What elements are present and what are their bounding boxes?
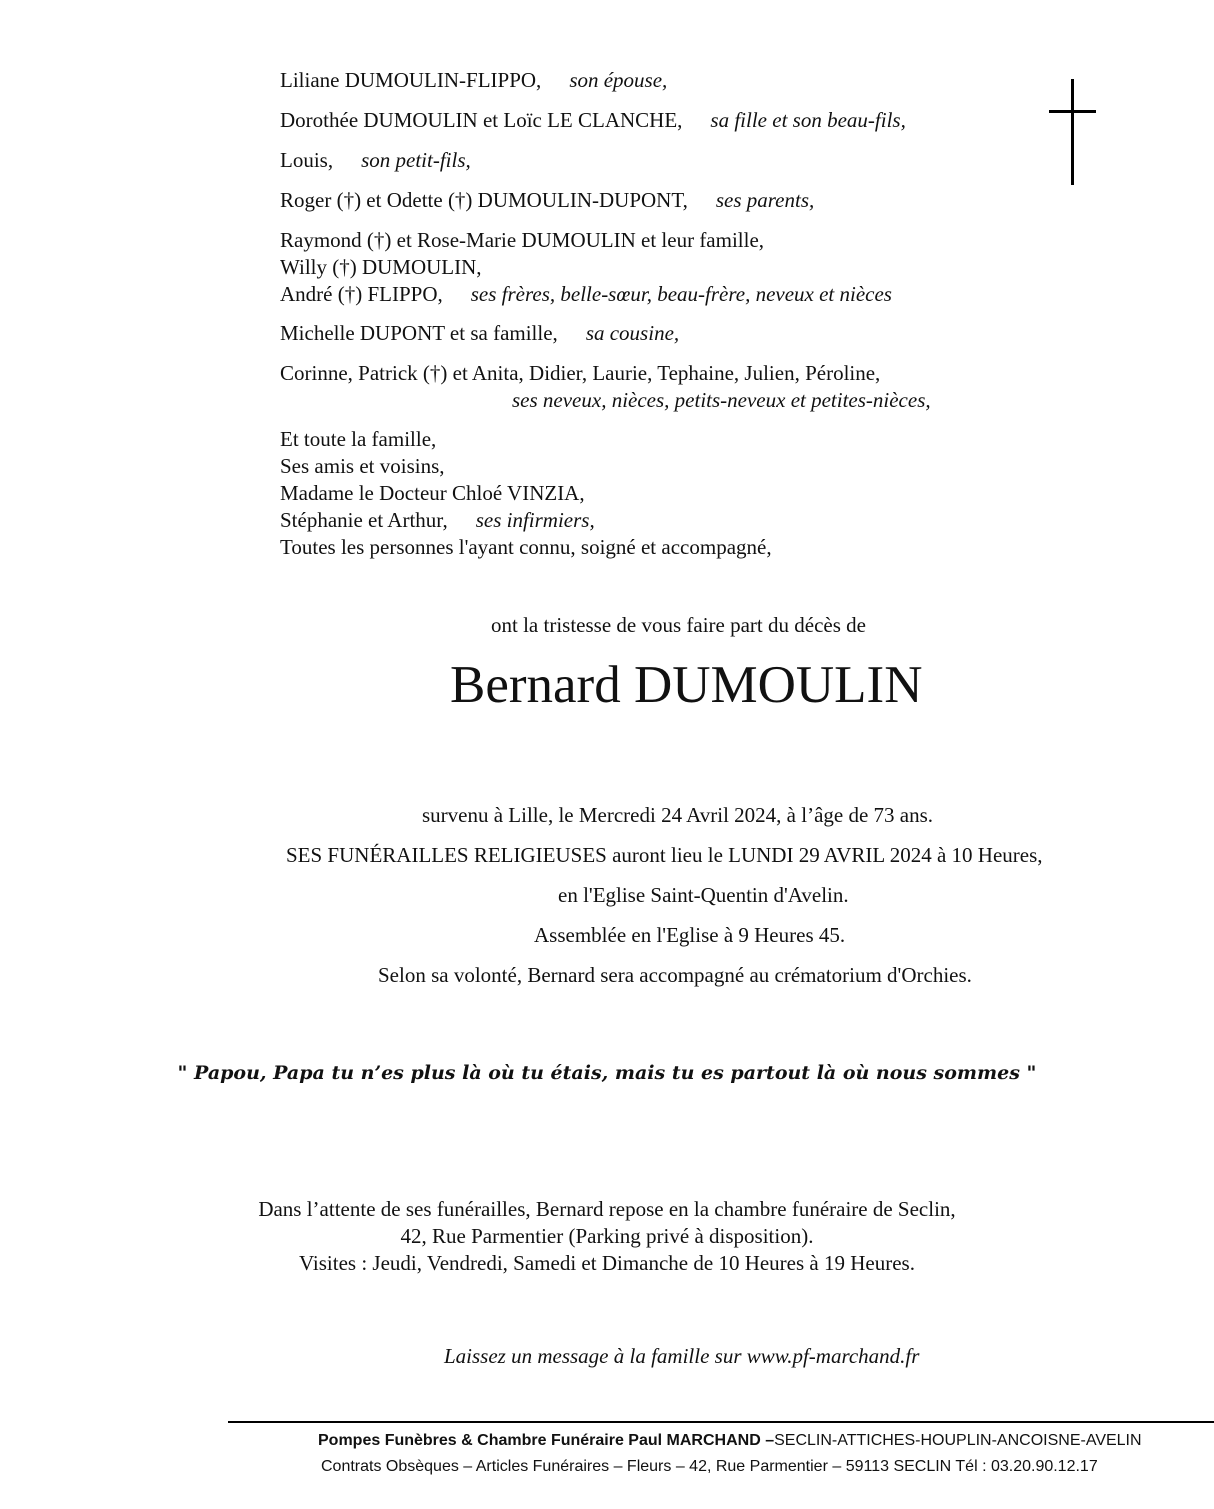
family-daughter	[280, 107, 906, 134]
family-daughter-relation: sa fille et son beau-fils,	[710, 108, 906, 132]
footer-services: Contrats Obsèques – Articles Funéraires – Fleurs – 42, Rue Parmentier – 59113 SECLIN Tél : 03.20.90.12.17	[321, 1458, 1098, 1475]
detail-death: survenu à Lille, le Mercredi 24 Avril 2024, à l’âge de 73 ans.	[422, 803, 934, 827]
family-siblings-line3: André (†) FLIPPO,	[280, 282, 443, 306]
family-daughter-name: Dorothée DUMOULIN et Loïc LE CLANCHE,	[280, 108, 683, 132]
family-nephews	[280, 360, 931, 414]
visit-line1: Dans l’attente de ses funérailles, Bernard repose en la chambre funéraire de Seclin,	[258, 1197, 956, 1221]
family-siblings-relation: ses frères, belle-sœur, beau-frère, neveux et nièces	[470, 282, 892, 306]
family-grandson	[280, 147, 471, 174]
memorial-quote: " Papou, Papa tu n’es plus là où tu étais, mais tu es partout là où nous sommes "	[177, 1062, 1037, 1084]
family-cousin-relation: sa cousine,	[585, 321, 680, 345]
family-parents-relation: ses parents,	[715, 188, 815, 212]
visit-line2: 42, Rue Parmentier (Parking privé à disposition).	[400, 1224, 814, 1248]
guestbook-message: Laissez un message à la famille sur www.pf-marchand.fr	[444, 1344, 920, 1368]
family-others-line3: Madame le Docteur Chloé VINZIA,	[280, 481, 585, 505]
family-parents	[280, 187, 814, 214]
family-others-line1: Et toute la famille,	[280, 427, 437, 451]
detail-church: en l'Eglise Saint-Quentin d'Avelin.	[558, 883, 849, 907]
family-parents-name: Roger (†) et Odette (†) DUMOULIN-DUPONT,	[280, 188, 688, 212]
deceased-name: Bernard DUMOULIN	[450, 656, 923, 714]
family-others-line4-name: Stéphanie et Arthur,	[280, 508, 448, 532]
family-spouse-relation: son épouse,	[569, 68, 668, 92]
family-spouse-name: Liliane DUMOULIN-FLIPPO,	[280, 68, 542, 92]
family-grandson-relation: son petit-fils,	[361, 148, 471, 172]
family-spouse	[280, 67, 667, 94]
family-siblings-line2: Willy (†) DUMOULIN,	[280, 255, 482, 279]
family-cousin-name: Michelle DUPONT et sa famille,	[280, 321, 558, 345]
family-cousin	[280, 320, 679, 347]
footer-locations: SECLIN-ATTICHES-HOUPLIN-ANCOISNE-AVELIN	[774, 1432, 1142, 1449]
detail-cremation: Selon sa volonté, Bernard sera accompagné au crématorium d'Orchies.	[378, 963, 972, 987]
visit-line3: Visites : Jeudi, Vendredi, Samedi et Dimanche de 10 Heures à 19 Heures.	[299, 1251, 915, 1275]
family-siblings	[280, 227, 892, 308]
family-nephews-line1: Corinne, Patrick (†) et Anita, Didier, Laurie, Tephaine, Julien, Péroline,	[280, 361, 881, 385]
family-nephews-relation: ses neveux, nièces, petits-neveux et petites-nièces,	[512, 388, 931, 412]
family-others	[280, 426, 772, 561]
family-others-line5: Toutes les personnes l'ayant connu, soigné et accompagné,	[280, 535, 772, 559]
family-others-line2: Ses amis et voisins,	[280, 454, 445, 478]
family-grandson-name: Louis,	[280, 148, 334, 172]
footer-company-name: Pompes Funèbres & Chambre Funéraire Paul MARCHAND –	[318, 1432, 775, 1449]
detail-funeral: SES FUNÉRAILLES RELIGIEUSES auront lieu le LUNDI 29 AVRIL 2024 à 10 Heures,	[286, 843, 1043, 867]
detail-assembly: Assemblée en l'Eglise à 9 Heures 45.	[534, 923, 846, 947]
cross-horizontal-bar	[1049, 110, 1096, 113]
family-others-line4-relation: ses infirmiers,	[475, 508, 595, 532]
family-siblings-line1: Raymond (†) et Rose-Marie DUMOULIN et leur famille,	[280, 228, 765, 252]
visit-info	[0, 1196, 1214, 1277]
footer-divider	[228, 1421, 1214, 1423]
cross-vertical-bar	[1071, 79, 1074, 185]
announcement-intro: ont la tristesse de vous faire part du décès de	[491, 613, 866, 637]
footer-company	[318, 1430, 1142, 1452]
